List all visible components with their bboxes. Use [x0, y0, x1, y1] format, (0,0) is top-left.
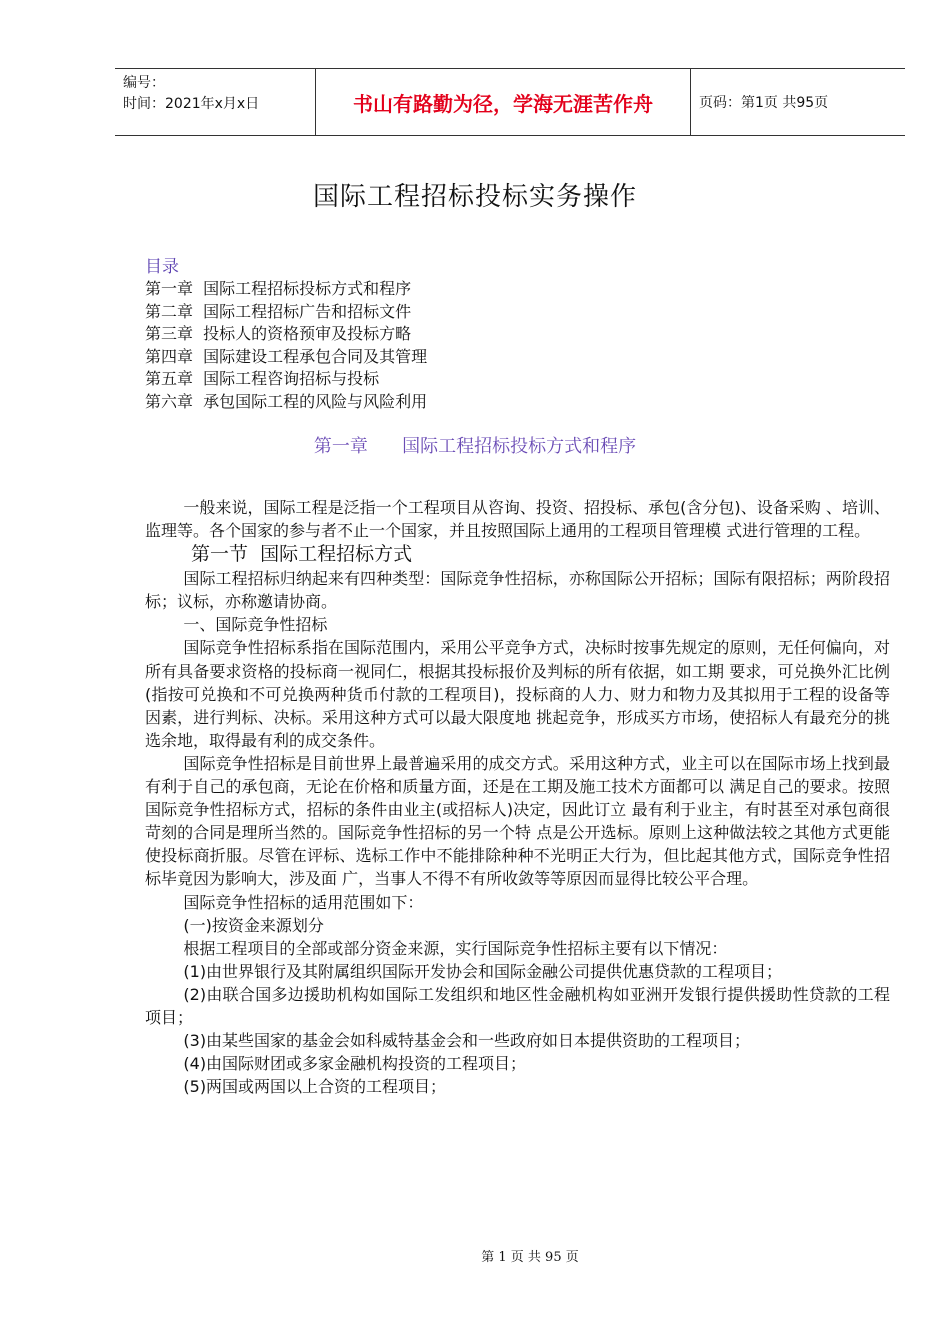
paragraph: (一)按资金来源划分 [183, 915, 324, 935]
paragraph: 国际竞争性招标是目前世界上最普遍采用的成交方式。采用这种方式，业主可以在国际市场上找到最有利于自己的承包商，无论在价格和质量方面，还是在工期及施工技术方面都可以 满足自己的要求。按照国际竞争性招标方式，招标的条件由业主(或招标人)决定，因此订立 最有利于业主，有时甚至对承包商很苛刻的合同是理所当然的。国际竞争性招标的另一个特 点是公开选标。原则上这种做法较之其他方式更能使投标商折服。尽管在评标、选标工作中不能排除种种不光明正大行为，但比起其他方式，国际竞争性招标毕竟因为影响大，涉及面 广，当事人不得不有所收敛等等原因而显得比较公平合理。 [145, 753, 890, 889]
toc-item-2[interactable]: 第二章 国际工程招标广告和招标文件 [145, 301, 412, 321]
header-motto-cell [315, 69, 691, 135]
paragraph: 一般来说，国际工程是泛指一个工程项目从咨询、投资、招投标、承包(含分包)、设备采购 、培训、监理等。各个国家的参与者不止一个国家，并且按照国际上通用的工程项目管理模 式进行管理的工程。 [145, 498, 890, 541]
list-item: (2)由联合国多边援助机构如国际工发组织和地区性金融机构如亚洲开发银行提供援助性贷款的工程项目； [145, 984, 890, 1027]
toc-item-6[interactable]: 第六章 承包国际工程的风险与风险利用 [145, 391, 428, 411]
list-item: (4)由国际财团或多家金融机构投资的工程项目； [183, 1054, 527, 1074]
document-body [145, 496, 890, 1098]
page-footer: 第 1 页 共 95 页 [481, 1250, 579, 1265]
toc-item-1[interactable]: 第一章 国际工程招标投标方式和程序 [145, 279, 412, 298]
toc-heading: 目录 [145, 257, 179, 277]
table-of-contents [145, 256, 845, 414]
paragraph: 国际竞争性招标的适用范围如下： [183, 892, 424, 912]
paragraph: 国际竞争性招标系指在国际范围内，采用公平竞争方式，决标时按事先规定的原则，无任何偏向，对所有具备要求资格的投标商一视同仁，根据其投标报价及判标的所有依据，如工期 要求，可兑换外汇比例(指按可兑换和不可兑换两种货币付款的工程项目)，投标商的人力、财力和物力及其拟用于工程的设备等因素，进行判标、决标。采用这种方式可以最大限度地 挑起竞争，形成买方市场，使招标人有最充分的挑选余地，取得最有利的成交条件。 [145, 638, 890, 750]
subsection-heading: 一、国际竞争性招标 [183, 615, 328, 635]
number-label: 编号： [123, 75, 165, 91]
toc-item-5[interactable]: 第五章 国际工程咨询招标与投标 [145, 369, 380, 389]
paragraph: 国际工程招标归纳起来有四种类型：国际竞争性招标，亦称国际公开招标；国际有限招标；两阶段招标；议标，亦称邀请协商。 [145, 569, 890, 612]
toc-item-3[interactable]: 第三章 投标人的资格预审及投标方略 [145, 324, 412, 344]
page-label: 页码：第1页 共95页 [699, 95, 829, 111]
header-meta [123, 73, 313, 115]
paragraph: 根据工程项目的全部或部分资金来源，实行国际竞争性招标主要有以下情况： [183, 938, 728, 958]
list-item: (5)两国或两国以上合资的工程项目； [183, 1077, 447, 1097]
chapter-heading: 第一章 国际工程招标投标方式和程序 [313, 436, 637, 457]
document-title: 国际工程招标投标实务操作 [312, 182, 637, 212]
list-item: (3)由某些国家的基金会如科威特基金会和一些政府如日本提供资助的工程项目； [183, 1031, 751, 1051]
page-header [115, 68, 905, 136]
time-label: 时间：2021年x月x日 [123, 96, 260, 112]
toc-item-4[interactable]: 第四章 国际建设工程承包合同及其管理 [145, 346, 428, 366]
list-item: (1)由世界银行及其附属组织国际开发协会和国际金融公司提供优惠贷款的工程项目； [183, 961, 783, 981]
section-heading: 第一节 国际工程招标方式 [191, 543, 413, 566]
header-page-cell [699, 69, 828, 135]
motto: 书山有路勤为径，学海无涯苦作舟 [353, 91, 653, 116]
